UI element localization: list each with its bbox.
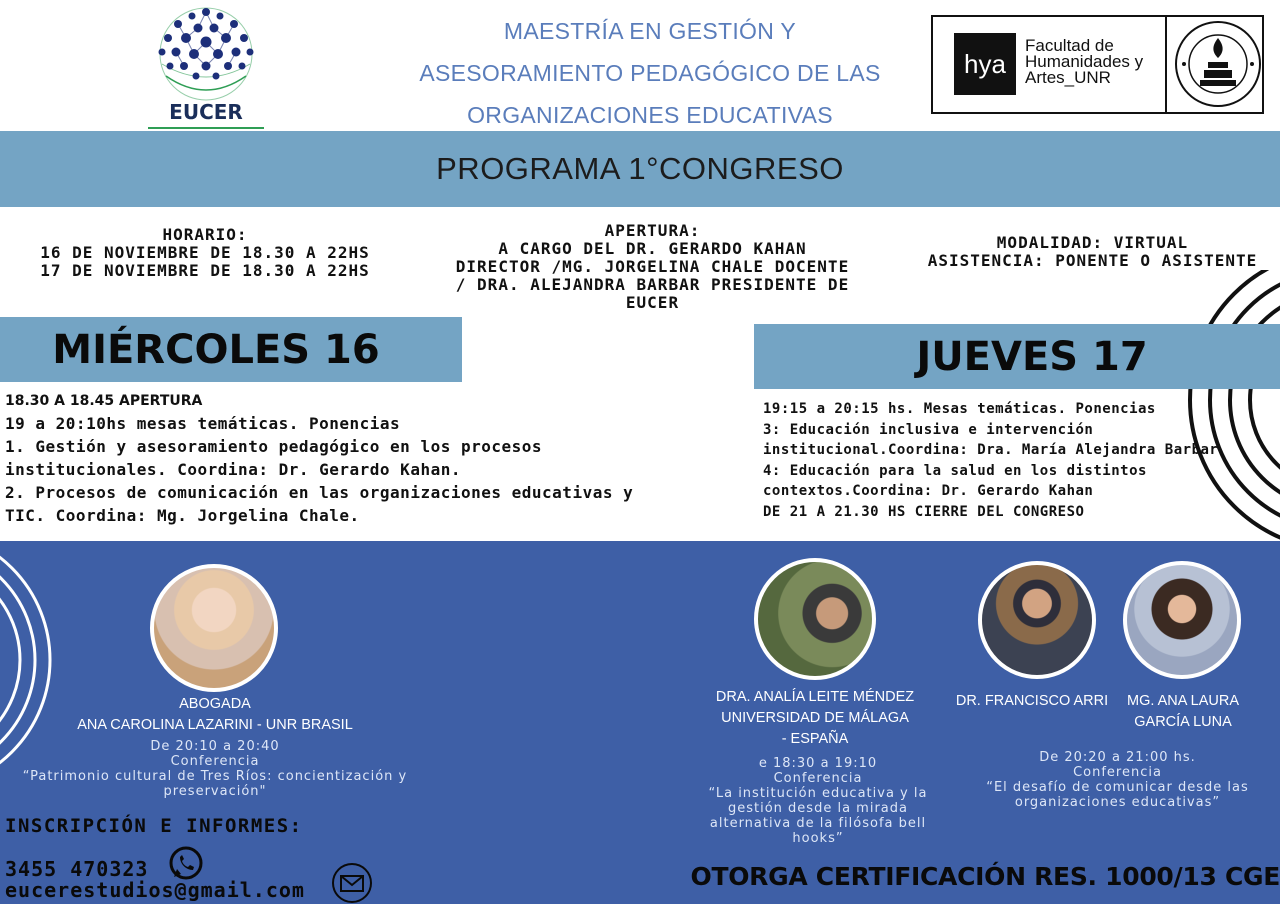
contact-phone[interactable]: 3455 470323 [5,857,149,881]
speaker-photo-lazarini [150,564,278,692]
talk-info-leite: e 18:30 a 19:10 Conferencia “La institución educativa y la gestión desde la mirada alternativa de la filósofa bell hooks” [708,756,928,846]
faculty-name: Facultad de Humanidades y Artes_UNR [1025,36,1144,87]
title-line-2: ASESORAMIENTO PEDAGÓGICO DE LAS [419,60,881,86]
talk-info-lazarini: De 20:10 a 20:40 Conferencia “Patrimonio cultural de Tres Ríos: concientización y preservación" [22,739,408,799]
program-title [400,10,900,136]
hya-logo: hya [954,33,1016,95]
day1-schedule: 19 a 20:10hs mesas temáticas. Ponencias 1. Gestión y asesoramiento pedagógico en los procesos institucionales. Coordina: Dr. Gerardo Kahan. 2. Procesos de comunicación en las organizaciones educativas y TIC. Coordina: Mg. Jorgelina Chale. [5,414,634,525]
speaker-name-arri: DR. FRANCISCO ARRI [955,693,1109,709]
org-logo-text: EUCER [169,100,243,124]
apertura-info: APERTURA: A CARGO DEL DR. GERARDO KAHAN DIRECTOR /MG. JORGELINA CHALE DOCENTE / DRA. ALEJANDRA BARBAR PRESIDENTE DE EUCER [455,221,850,312]
title-line-3: ORGANIZACIONES EDUCATIVAS [467,102,833,128]
certification-notice: OTORGA CERTIFICACIÓN RES. 1000/13 CGE [690,862,1280,891]
talk-info-arri-garcia: De 20:20 a 21:00 hs. Conferencia “El desafío de comunicar desde las organizaciones educativas” [986,750,1249,810]
speaker-name-leite: DRA. ANALÍA LEITE MÉNDEZ UNIVERSIDAD DE MÁLAGA - ESPAÑA [715,689,915,747]
speaker-photo-arri [978,561,1096,679]
speaker-photo-leite [754,558,876,680]
day1-opening-line: 18.30 A 18.45 APERTURA [5,393,203,409]
modalidad-info: MODALIDAD: VIRTUAL ASISTENCIA: PONENTE O ASISTENTE [927,233,1258,270]
day2-schedule: 19:15 a 20:15 hs. Mesas temáticas. Ponencias 3: Educación inclusiva e intervención institucional.Coordina: Dra. María Alejandra Barbar 4: Educación para la salud en los distintos contextos.Coordina: Dr. Gerardo Kahan DE 21 A 21.30 HS CIERRE DEL CONGRESO [763,401,1219,520]
horario-info: HORARIO: 16 DE NOVIEMBRE DE 18.30 A 22HS 17 DE NOVIEMBRE DE 18.30 A 22HS [40,225,370,280]
speaker-name-lazarini: ABOGADA ANA CAROLINA LAZARINI - UNR BRASIL [77,696,353,733]
speaker-name-garcia-luna: MG. ANA LAURA GARCÍA LUNA [1126,693,1239,730]
mail-icon[interactable] [331,862,373,904]
day1-title: MIÉRCOLES 16 [52,326,380,373]
title-line-1: MAESTRÍA EN GESTIÓN Y [503,18,797,44]
speaker-photo-garcia-luna [1123,561,1241,679]
programa-banner: PROGRAMA 1°CONGRESO [0,131,1280,207]
contact-email[interactable]: eucerestudios@gmail.com [5,878,305,902]
logo-divider [1165,15,1167,114]
contact-title: INSCRIPCIÓN E INFORMES: [5,815,303,837]
day2-title: JUEVES 17 [916,333,1148,380]
university-seal-icon [1174,20,1262,108]
